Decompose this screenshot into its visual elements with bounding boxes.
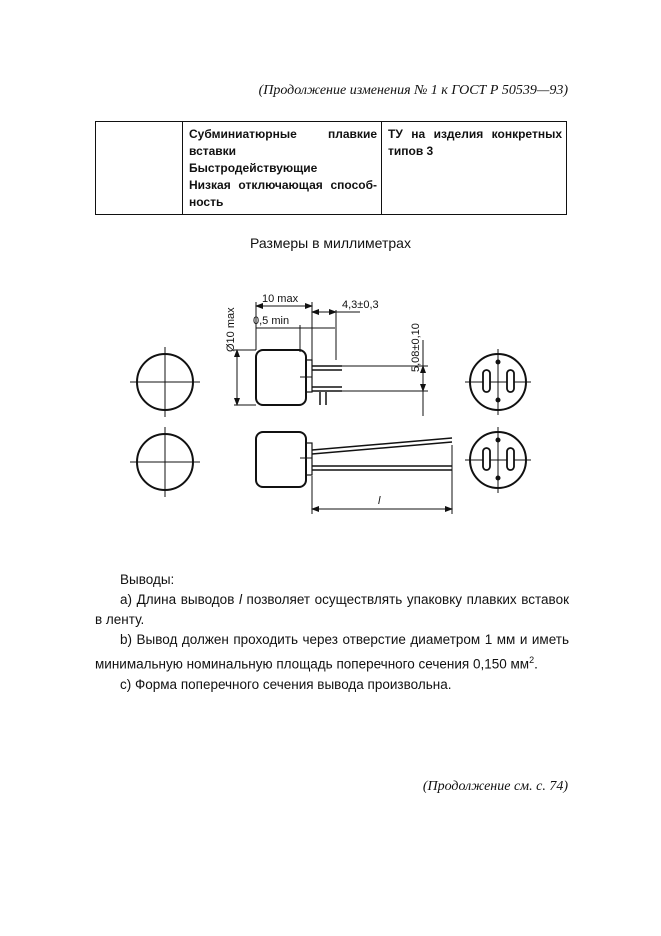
note-b-text: b) Вывод должен проходить через отверстие диаметром 1 мм и иметь минимальную номинальную площадь поперечного сечения 0,150 мм — [95, 632, 569, 672]
continuation-footer: (Продолжение см. с. 74) — [422, 779, 568, 794]
notes-title: Выводы: — [120, 572, 175, 587]
note-b — [95, 630, 569, 675]
table-cell-empty — [96, 122, 183, 215]
table-row — [96, 122, 567, 215]
note-c: с) Форма поперечного сечения вывода произвольна. — [120, 676, 452, 692]
side-view-bottom — [256, 432, 452, 514]
fuse-technical-drawing — [110, 280, 560, 530]
note-b-superscript: 2 — [529, 655, 535, 665]
description-line: Низкая отключающая способ- — [189, 178, 377, 192]
description-line: ность — [189, 195, 224, 209]
spec-table — [95, 121, 567, 215]
dim-l: l — [378, 495, 381, 507]
continuation-header: (Продолжение изменения № 1 к ГОСТ Р 50539—93) — [258, 83, 568, 98]
left-bottom-end-view — [130, 427, 200, 497]
note-a-variable: l — [238, 592, 242, 607]
spec-line: типов 3 — [388, 144, 434, 158]
description-line: Быстродействующие — [189, 161, 318, 175]
dimensions-caption: Размеры в миллиметрах — [250, 235, 411, 251]
table-cell-description — [183, 122, 382, 215]
left-top-end-view — [130, 347, 200, 417]
side-view-top — [256, 350, 342, 405]
note-a-text-end: позволяет осуществлять упаковку плавких вставок в ленту. — [95, 592, 569, 627]
dim-05min: 0,5 min — [253, 315, 290, 327]
table-cell-spec — [382, 122, 567, 215]
note-b-period: . — [534, 656, 538, 672]
dim-10max: 10 max — [262, 293, 299, 305]
spec-line: ТУ на изделия конкретных — [388, 127, 562, 141]
leads-notes — [95, 570, 569, 695]
dim-43: 4,3±0,3 — [342, 299, 379, 311]
dim-d10max: Ø10 max — [225, 307, 237, 352]
dim-508: 5,08±0,10 — [410, 323, 422, 372]
right-bottom-pin-view — [465, 427, 531, 493]
note-a — [95, 590, 569, 630]
right-top-pin-view — [465, 349, 531, 415]
note-a-text: а) Длина выводов — [120, 592, 239, 607]
description-line: вставки — [189, 144, 237, 158]
description-line: Субминиатюрные плавкие — [189, 127, 377, 141]
